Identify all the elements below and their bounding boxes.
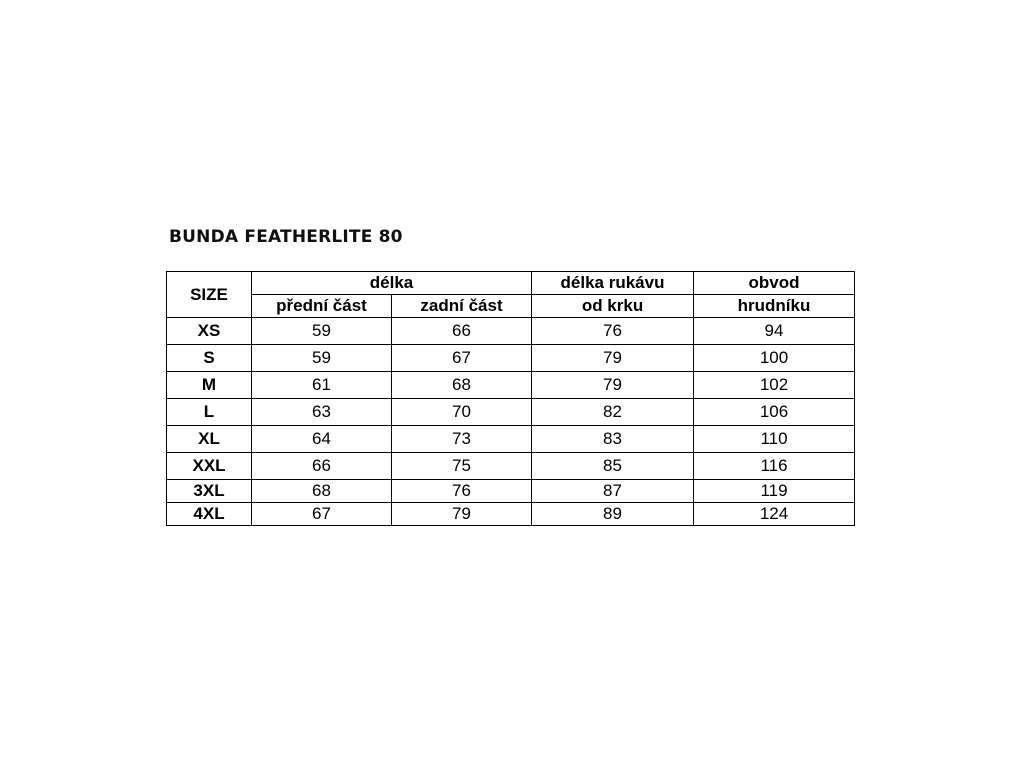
table-row <box>167 318 855 345</box>
back-length-cell: 79 <box>392 503 532 526</box>
front-length-cell: 59 <box>252 345 392 372</box>
table-row <box>167 399 855 426</box>
size-cell: S <box>167 345 252 372</box>
table-row <box>167 503 855 526</box>
front-length-header: přední část <box>252 295 392 318</box>
chest-cell: 100 <box>694 345 855 372</box>
chest-cell: 106 <box>694 399 855 426</box>
sleeve-length-cell: 79 <box>532 345 694 372</box>
size-cell: XXL <box>167 453 252 480</box>
chest-cell: 102 <box>694 372 855 399</box>
front-length-cell: 67 <box>252 503 392 526</box>
length-group-header: délka <box>252 272 532 295</box>
chest-cell: 116 <box>694 453 855 480</box>
chest-header: hrudníku <box>694 295 855 318</box>
back-length-cell: 70 <box>392 399 532 426</box>
front-length-cell: 63 <box>252 399 392 426</box>
document-title: BUNDA FEATHERLITE 80 <box>169 227 403 247</box>
sleeve-length-cell: 82 <box>532 399 694 426</box>
back-length-cell: 68 <box>392 372 532 399</box>
back-length-cell: 73 <box>392 426 532 453</box>
front-length-cell: 64 <box>252 426 392 453</box>
front-length-cell: 59 <box>252 318 392 345</box>
chest-cell: 94 <box>694 318 855 345</box>
front-length-cell: 66 <box>252 453 392 480</box>
sleeve-length-cell: 85 <box>532 453 694 480</box>
size-column-header: SIZE <box>167 272 252 318</box>
table-row <box>167 480 855 503</box>
size-cell: XL <box>167 426 252 453</box>
back-length-cell: 76 <box>392 480 532 503</box>
back-length-cell: 75 <box>392 453 532 480</box>
back-length-header: zadní část <box>392 295 532 318</box>
size-cell: M <box>167 372 252 399</box>
back-length-cell: 67 <box>392 345 532 372</box>
sleeve-length-cell: 76 <box>532 318 694 345</box>
table-row <box>167 426 855 453</box>
size-cell: XS <box>167 318 252 345</box>
sleeve-length-cell: 83 <box>532 426 694 453</box>
size-cell: 3XL <box>167 480 252 503</box>
from-neck-header: od krku <box>532 295 694 318</box>
table-row <box>167 453 855 480</box>
sleeve-length-cell: 87 <box>532 480 694 503</box>
chest-cell: 110 <box>694 426 855 453</box>
front-length-cell: 68 <box>252 480 392 503</box>
header-row-groups <box>167 272 855 295</box>
size-cell: 4XL <box>167 503 252 526</box>
size-chart-table <box>166 271 855 526</box>
header-row-subheaders <box>167 295 855 318</box>
sleeve-length-cell: 89 <box>532 503 694 526</box>
table-row <box>167 372 855 399</box>
back-length-cell: 66 <box>392 318 532 345</box>
chest-cell: 119 <box>694 480 855 503</box>
table-row <box>167 345 855 372</box>
sleeve-length-cell: 79 <box>532 372 694 399</box>
chest-cell: 124 <box>694 503 855 526</box>
sleeve-length-header: délka rukávu <box>532 272 694 295</box>
front-length-cell: 61 <box>252 372 392 399</box>
chest-circumference-header: obvod <box>694 272 855 295</box>
size-cell: L <box>167 399 252 426</box>
